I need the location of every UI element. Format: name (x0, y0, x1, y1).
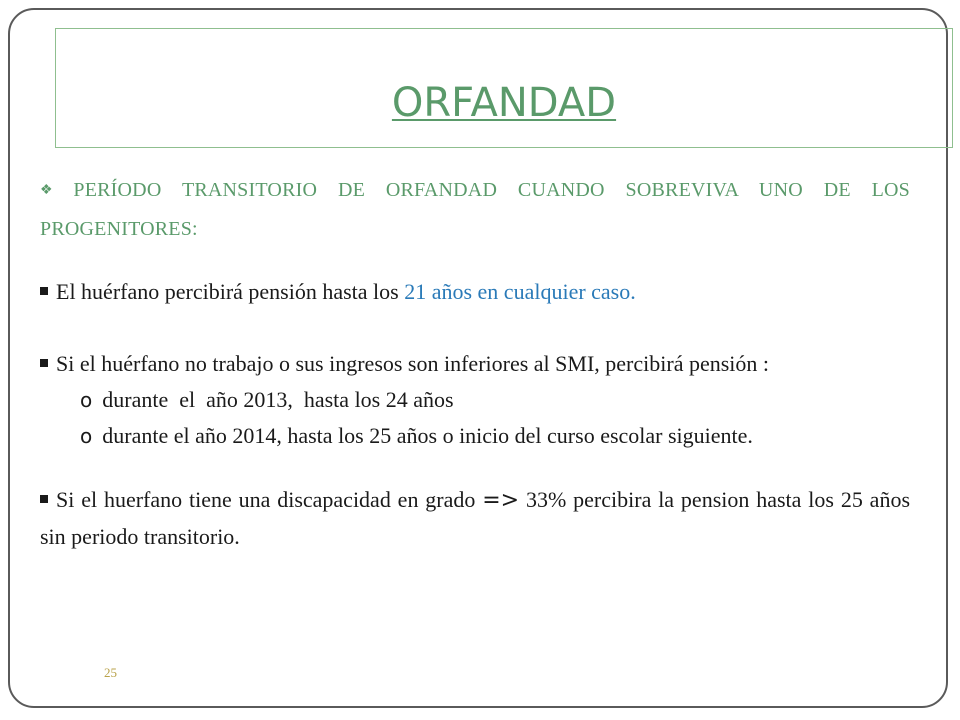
square-bullet-icon (40, 359, 48, 367)
bullet-3 (40, 482, 910, 555)
subitem-1-text: durante el año 2013, hasta los 24 años (102, 387, 454, 412)
diamond-bullet-icon: ❖ (40, 183, 69, 198)
square-bullet-icon (40, 495, 48, 503)
subheading (40, 171, 910, 248)
subheading-text: PERÍODO TRANSITORIO DE ORFANDAD CUANDO SOBREVIVA UNO DE LOS PROGENITORES: (40, 179, 910, 240)
spacer (40, 310, 910, 346)
slide-content (40, 171, 910, 555)
bullet-2 (40, 346, 910, 382)
bullet-1-text: El huérfano percibirá pensión hasta los (56, 279, 405, 304)
bullet-2-subitem-1 (80, 382, 910, 418)
slide-title: ORFANDAD (391, 80, 617, 126)
bullet-3-symbol: => (482, 488, 520, 513)
page-number: 25 (104, 665, 117, 680)
spacer (40, 454, 910, 482)
subitem-2-text: durante el año 2014, hasta los 25 años o inicio del curso escolar siguiente. (102, 423, 753, 448)
title-box (55, 28, 953, 148)
bullet-1 (40, 274, 910, 310)
bullet-3-text-after: 33% percibira la pension hasta los 25 años sin periodo transitorio. (40, 487, 910, 549)
bullet-2-subitem-2 (80, 418, 910, 454)
square-bullet-icon (40, 287, 48, 295)
circle-bullet-icon: o (80, 424, 93, 448)
circle-bullet-icon: o (80, 388, 93, 412)
bullet-1-highlight: 21 años en cualquier caso. (404, 279, 636, 304)
bullet-3-text-before: Si el huerfano tiene una discapacidad en grado (56, 487, 483, 512)
bullet-2-text: Si el huérfano no trabajo o sus ingresos son inferiores al SMI, percibirá pensión : (56, 351, 770, 376)
